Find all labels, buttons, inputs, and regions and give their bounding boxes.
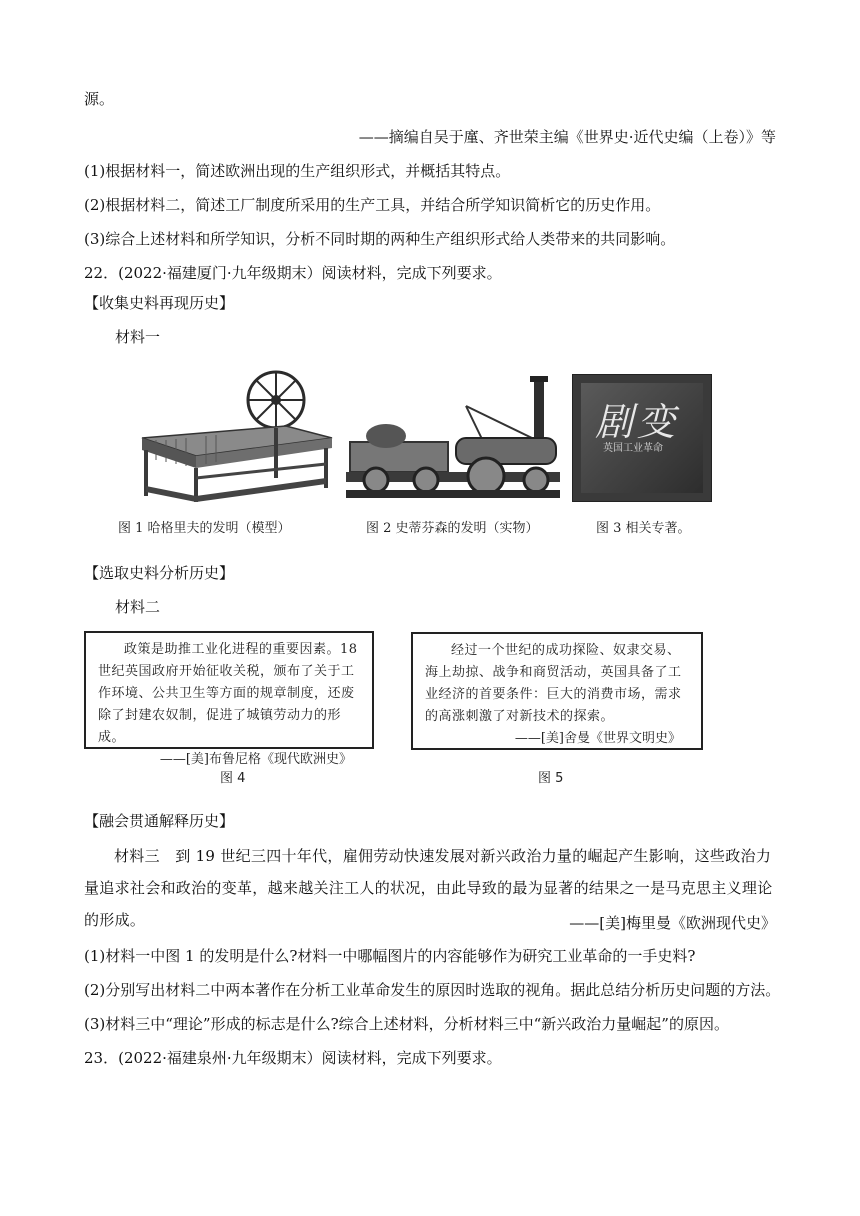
section-heading-2: 【选取史料分析历史】 — [84, 564, 235, 582]
question-23-header: 23．(2022·福建泉州·九年级期末）阅读材料，完成下列要求。 — [84, 1049, 502, 1067]
quote-4-text: 政策是助推工业化进程的重要因素。18世纪英国政府开始征收关税，颁布了关于工作环境、公共卫生等方面的规章制度，还废除了封建农奴制，促进了城镇劳动力的形成。 — [98, 642, 358, 745]
material-1-label: 材料一 — [115, 328, 161, 346]
question-21-3: (3)综合上述材料和所学知识，分析不同时期的两种生产组织形式给人类带来的共同影响。 — [84, 230, 676, 248]
question-21-2: (2)根据材料二，简述工厂制度所采用的生产工具，并结合所学知识简析它的历史作用。 — [84, 196, 661, 214]
section-heading-1: 【收集史料再现历史】 — [84, 294, 235, 312]
quote-4-source: ——[美]布鲁尼格《现代欧洲史》 — [159, 752, 352, 767]
question-22-1: (1)材料一中图 1 的发明是什么?材料一中哪幅图片的内容能够作为研究工业革命的一手史料? — [84, 947, 696, 965]
figure-1-caption: 图 1 哈格里夫的发明（模型） — [118, 521, 291, 536]
locomotive-image — [346, 376, 560, 500]
figure-5-caption: 图 5 — [538, 771, 564, 786]
material-3-text: 材料三 到 19 世纪三四十年代，雇佣劳动快速发展对新兴政治力量的崛起产生影响，这些政治力量追求社会和政治的变革，越来越关注工人的状况，由此导致的最为显著的结果之一是马克思主义理论的形成。 — [84, 847, 773, 929]
book-subtitle: 英国工业革命 — [603, 443, 663, 454]
figure-3-caption: 图 3 相关专著。 — [596, 521, 691, 536]
question-22-3: (3)材料三中“理论”形成的标志是什么?综合上述材料，分析材料三中“新兴政治力量崛起”的原因。 — [84, 1015, 729, 1033]
source-citation: ——摘编自吴于廑、齐世荣主编《世界史·近代史编（上卷）》等 — [358, 128, 776, 146]
spinning-jenny-image — [136, 368, 334, 504]
figure-4-caption: 图 4 — [220, 771, 246, 786]
quote-5-source: ——[美]舍曼《世界文明史》 — [514, 731, 681, 746]
quote-5-text: 经过一个世纪的成功探险、奴隶交易、海上劫掠、战争和商贸活动，英国具备了工业经济的首要条件：巨大的消费市场，需求的高涨刺激了对新技术的探索。 — [425, 643, 682, 724]
book-cover-image — [572, 374, 712, 502]
material-3-source: ——[美]梅里曼《欧洲现代史》 — [569, 914, 776, 932]
quote-box-figure-4 — [84, 631, 374, 767]
material-2-label: 材料二 — [115, 598, 161, 616]
question-21-1: (1)根据材料一，简述欧洲出现的生产组织形式，并概括其特点。 — [84, 162, 511, 180]
question-22-2: (2)分别写出材料二中两本著作在分析工业革命发生的原因时选取的视角。据此总结分析历史问题的方法。 — [84, 981, 781, 999]
quote-box-figure-5 — [411, 632, 703, 750]
section-heading-3: 【融会贯通解释历史】 — [84, 812, 235, 830]
text-fragment: 源。 — [84, 90, 115, 108]
question-22-header: 22．(2022·福建厦门·九年级期末）阅读材料，完成下列要求。 — [84, 264, 502, 282]
book-title: 剧变 — [595, 400, 680, 444]
figure-2-caption: 图 2 史蒂芬森的发明（实物） — [366, 521, 539, 536]
